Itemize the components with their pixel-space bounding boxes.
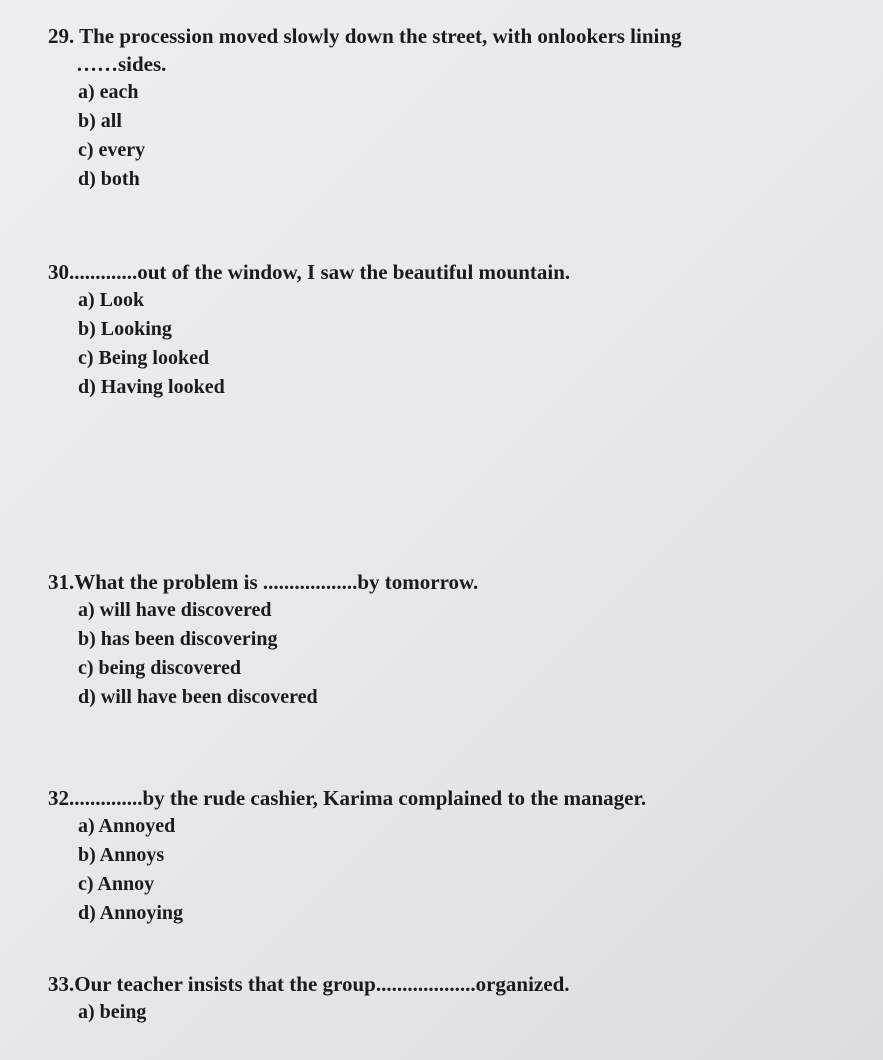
option-c: c) being discovered	[78, 657, 241, 679]
question-stem-line-1: 29. The procession moved slowly down the street, with onlookers lining	[48, 24, 682, 48]
option-c: c) Annoy	[78, 873, 155, 895]
option-c: c) Being looked	[78, 347, 210, 369]
option-a: a) Annoyed	[78, 815, 176, 837]
option-b: b) Annoys	[78, 844, 165, 866]
question-stem-line-2: ……sides.	[76, 52, 167, 76]
options-list	[48, 998, 570, 1027]
question-32	[48, 784, 646, 928]
option-a: a) Look	[78, 289, 145, 311]
question-stem: 30.............out of the window, I saw the beautiful mountain.	[48, 260, 571, 284]
options-list	[48, 286, 570, 402]
option-d: d) Having looked	[78, 376, 225, 398]
question-stem: 33.Our teacher insists that the group...................organized.	[48, 972, 570, 996]
option-a: a) will have discovered	[78, 599, 272, 621]
option-d: d) will have been discovered	[78, 686, 318, 708]
option-a: a) being	[78, 1001, 147, 1023]
option-d: d) Annoying	[78, 902, 184, 924]
option-b: b) all	[78, 110, 122, 132]
question-stem: 32..............by the rude cashier, Karima complained to the manager.	[48, 786, 647, 810]
question-stem: 31.What the problem is ..................by tomorrow.	[48, 570, 479, 594]
question-30	[48, 258, 570, 402]
question-29	[48, 22, 682, 194]
option-a: a) each	[78, 81, 139, 103]
option-b: b) Looking	[78, 318, 172, 340]
question-31	[48, 568, 478, 712]
options-list	[48, 596, 478, 712]
option-c: c) every	[78, 139, 146, 161]
option-b: b) has been discovering	[78, 628, 278, 650]
options-list	[48, 78, 682, 194]
question-33	[48, 970, 570, 1027]
option-d: d) both	[78, 168, 140, 190]
options-list	[48, 812, 646, 928]
question-stem	[48, 22, 682, 78]
